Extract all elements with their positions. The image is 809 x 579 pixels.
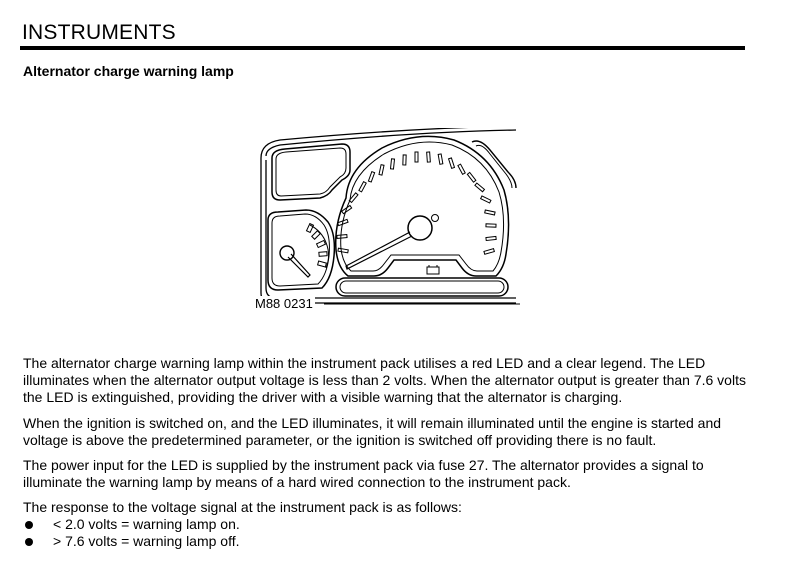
page-subtitle: Alternator charge warning lamp [23, 63, 234, 79]
bullet-icon [25, 521, 33, 529]
list-item [23, 516, 240, 533]
battery-warning-icon [427, 265, 439, 274]
small-gauge-hub [280, 246, 294, 260]
paragraph-power-input: The power input for the LED is supplied by the instrument pack via fuse 27. The alternator provides a signal to illuminate the warning lamp by means of a hard wired connection to the instrument pack. [23, 457, 704, 490]
figure-reference-label: M88 0231 [255, 296, 313, 311]
bullet-icon [25, 538, 33, 546]
title-divider [20, 46, 745, 50]
speedo-needle [346, 232, 412, 269]
list-item [23, 533, 240, 550]
list-item-text: < 2.0 volts = warning lamp on. [53, 516, 240, 532]
paragraph-voltage-response: The response to the voltage signal at the instrument pack is as follows: [23, 499, 462, 515]
instrument-pack-illustration [250, 128, 520, 318]
small-gauge-needle [288, 254, 310, 277]
voltage-response-list [23, 516, 240, 550]
paragraph-led-description: The alternator charge warning lamp within the instrument pack utilises a red LED and a clear legend. The LED illuminates when the alternator output voltage is less than 2 volts. When the alternator output is greater than 7.6 volts the LED is extinguished, providing the driver with a visible warning that the alternator is charging. [23, 355, 746, 405]
paragraph-ignition-behaviour: When the ignition is switched on, and the LED illuminates, it will remain illuminated until the engine is started and voltage is above the predetermined parameter, or the ignition is switched off providing there is no fault. [23, 415, 722, 448]
section-title: INSTRUMENTS [22, 21, 176, 44]
list-item-text: > 7.6 volts = warning lamp off. [53, 533, 240, 549]
